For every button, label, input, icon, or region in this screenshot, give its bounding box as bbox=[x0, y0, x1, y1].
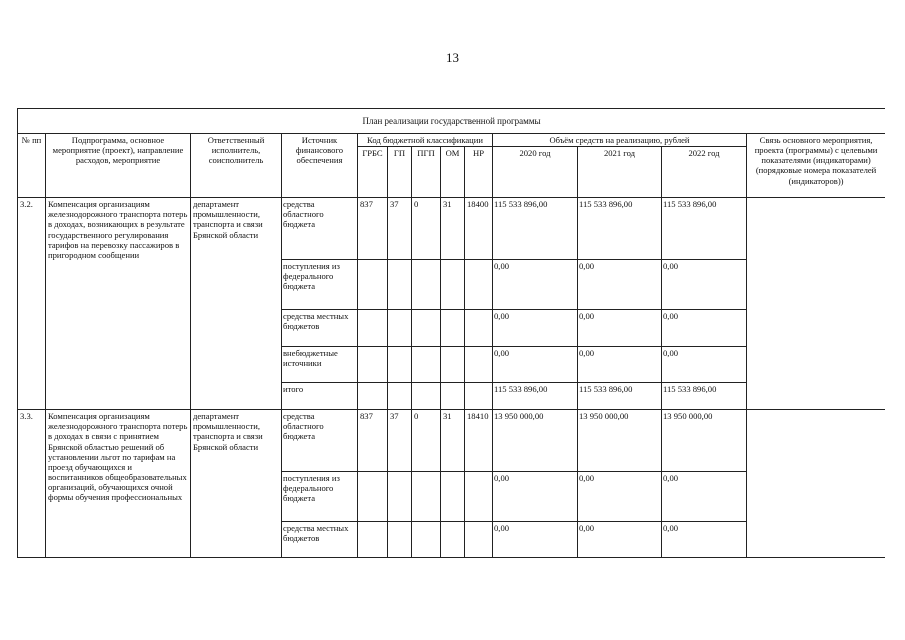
value-2021: 0,00 bbox=[578, 310, 662, 347]
source-cell: средства областного бюджета bbox=[282, 198, 358, 260]
header-2021: 2021 год bbox=[578, 147, 662, 198]
value-2021: 0,00 bbox=[578, 522, 662, 558]
pgp-cell bbox=[412, 310, 441, 347]
grbs-cell: 837 bbox=[358, 410, 388, 472]
nr-cell: 18400 bbox=[465, 198, 493, 260]
row-name: Компенсация организациям железнодорожного транспорта потерь в доходах, возникающих в результате государственного регулирования тарифов на перевозку пассажиров в пригородном сообщении bbox=[46, 198, 191, 410]
value-2020: 0,00 bbox=[493, 260, 578, 310]
value-2022: 0,00 bbox=[662, 472, 747, 522]
row-name: Компенсация организациям железнодорожного транспорта потерь в доходах в связи с принятием Брянской областью решений об установлении льгот по тарифам на проезд обучающихся и воспитанников общеобразовательных организаций, обучающихся очной формы обучения профессиональных bbox=[46, 410, 191, 558]
source-cell: внебюджетные источники bbox=[282, 347, 358, 383]
header-responsible: Ответственный исполнитель, соисполнитель bbox=[191, 134, 282, 198]
table-row bbox=[18, 410, 886, 472]
pgp-cell bbox=[412, 472, 441, 522]
nr-cell: 18410 bbox=[465, 410, 493, 472]
om-cell bbox=[441, 383, 465, 410]
header-nr: НР bbox=[465, 147, 493, 198]
row-num: 3.3. bbox=[18, 410, 46, 558]
pgp-cell bbox=[412, 522, 441, 558]
gp-cell: 37 bbox=[388, 410, 412, 472]
gp-cell bbox=[388, 383, 412, 410]
table-row bbox=[18, 198, 886, 260]
value-2020: 0,00 bbox=[493, 472, 578, 522]
header-subprogram: Подпрограмма, основное мероприятие (проект), направление расходов, мероприятие bbox=[46, 134, 191, 198]
value-2022: 0,00 bbox=[662, 310, 747, 347]
value-2022: 115 533 896,00 bbox=[662, 198, 747, 260]
om-cell bbox=[441, 260, 465, 310]
source-cell: поступления из федерального бюджета bbox=[282, 472, 358, 522]
value-2022: 13 950 000,00 bbox=[662, 410, 747, 472]
grbs-cell: 837 bbox=[358, 198, 388, 260]
row-num: 3.2. bbox=[18, 198, 46, 410]
indicator-link-cell bbox=[747, 198, 886, 410]
source-cell: средства областного бюджета bbox=[282, 410, 358, 472]
indicator-link-cell bbox=[747, 410, 886, 558]
grbs-cell bbox=[358, 347, 388, 383]
header-grbs: ГРБС bbox=[358, 147, 388, 198]
page-number: 13 bbox=[446, 50, 459, 65]
value-2020: 13 950 000,00 bbox=[493, 410, 578, 472]
nr-cell bbox=[465, 310, 493, 347]
program-plan-table bbox=[17, 108, 885, 574]
grbs-cell bbox=[358, 472, 388, 522]
gp-cell bbox=[388, 472, 412, 522]
value-2021: 115 533 896,00 bbox=[578, 383, 662, 410]
value-2021: 0,00 bbox=[578, 472, 662, 522]
table-title: План реализации государственной программы bbox=[18, 109, 886, 134]
gp-cell bbox=[388, 310, 412, 347]
value-2022: 0,00 bbox=[662, 260, 747, 310]
pgp-cell bbox=[412, 260, 441, 310]
value-2022: 115 533 896,00 bbox=[662, 383, 747, 410]
header-source: Источник финансового обеспечения bbox=[282, 134, 358, 198]
nr-cell bbox=[465, 522, 493, 558]
value-2022: 0,00 bbox=[662, 347, 747, 383]
header-2020: 2020 год bbox=[493, 147, 578, 198]
om-cell: 31 bbox=[441, 410, 465, 472]
om-cell: 31 bbox=[441, 198, 465, 260]
value-2020: 0,00 bbox=[493, 310, 578, 347]
om-cell bbox=[441, 310, 465, 347]
value-2021: 0,00 bbox=[578, 347, 662, 383]
nr-cell bbox=[465, 383, 493, 410]
value-2022: 0,00 bbox=[662, 522, 747, 558]
value-2021: 115 533 896,00 bbox=[578, 198, 662, 260]
header-gp: ГП bbox=[388, 147, 412, 198]
nr-cell bbox=[465, 472, 493, 522]
source-cell: итого bbox=[282, 383, 358, 410]
pgp-cell bbox=[412, 347, 441, 383]
header-indicator-link: Связь основного мероприятия, проекта (программы) с целевыми показателями (индикаторами) (порядковые номера показателей (индикаторов)) bbox=[747, 134, 886, 198]
header-num: № пп bbox=[18, 134, 46, 198]
om-cell bbox=[441, 472, 465, 522]
om-cell bbox=[441, 347, 465, 383]
row-responsible: департамент промышленности, транспорта и связи Брянской области bbox=[191, 198, 282, 410]
row-responsible: департамент промышленности, транспорта и связи Брянской области bbox=[191, 410, 282, 558]
nr-cell bbox=[465, 260, 493, 310]
header-budget-code: Код бюджетной классификации bbox=[358, 134, 493, 147]
value-2021: 0,00 bbox=[578, 260, 662, 310]
gp-cell bbox=[388, 522, 412, 558]
source-cell: средства местных бюджетов bbox=[282, 522, 358, 558]
header-volume: Объём средств на реализацию, рублей bbox=[493, 134, 747, 147]
om-cell bbox=[441, 522, 465, 558]
value-2020: 115 533 896,00 bbox=[493, 383, 578, 410]
source-cell: поступления из федерального бюджета bbox=[282, 260, 358, 310]
value-2021: 13 950 000,00 bbox=[578, 410, 662, 472]
gp-cell bbox=[388, 260, 412, 310]
value-2020: 0,00 bbox=[493, 347, 578, 383]
grbs-cell bbox=[358, 310, 388, 347]
source-cell: средства местных бюджетов bbox=[282, 310, 358, 347]
header-2022: 2022 год bbox=[662, 147, 747, 198]
header-pgp: ПГП bbox=[412, 147, 441, 198]
header-om: ОМ bbox=[441, 147, 465, 198]
pgp-cell: 0 bbox=[412, 198, 441, 260]
value-2020: 115 533 896,00 bbox=[493, 198, 578, 260]
gp-cell bbox=[388, 347, 412, 383]
pgp-cell: 0 bbox=[412, 410, 441, 472]
grbs-cell bbox=[358, 260, 388, 310]
pgp-cell bbox=[412, 383, 441, 410]
grbs-cell bbox=[358, 383, 388, 410]
gp-cell: 37 bbox=[388, 198, 412, 260]
value-2020: 0,00 bbox=[493, 522, 578, 558]
nr-cell bbox=[465, 347, 493, 383]
grbs-cell bbox=[358, 522, 388, 558]
